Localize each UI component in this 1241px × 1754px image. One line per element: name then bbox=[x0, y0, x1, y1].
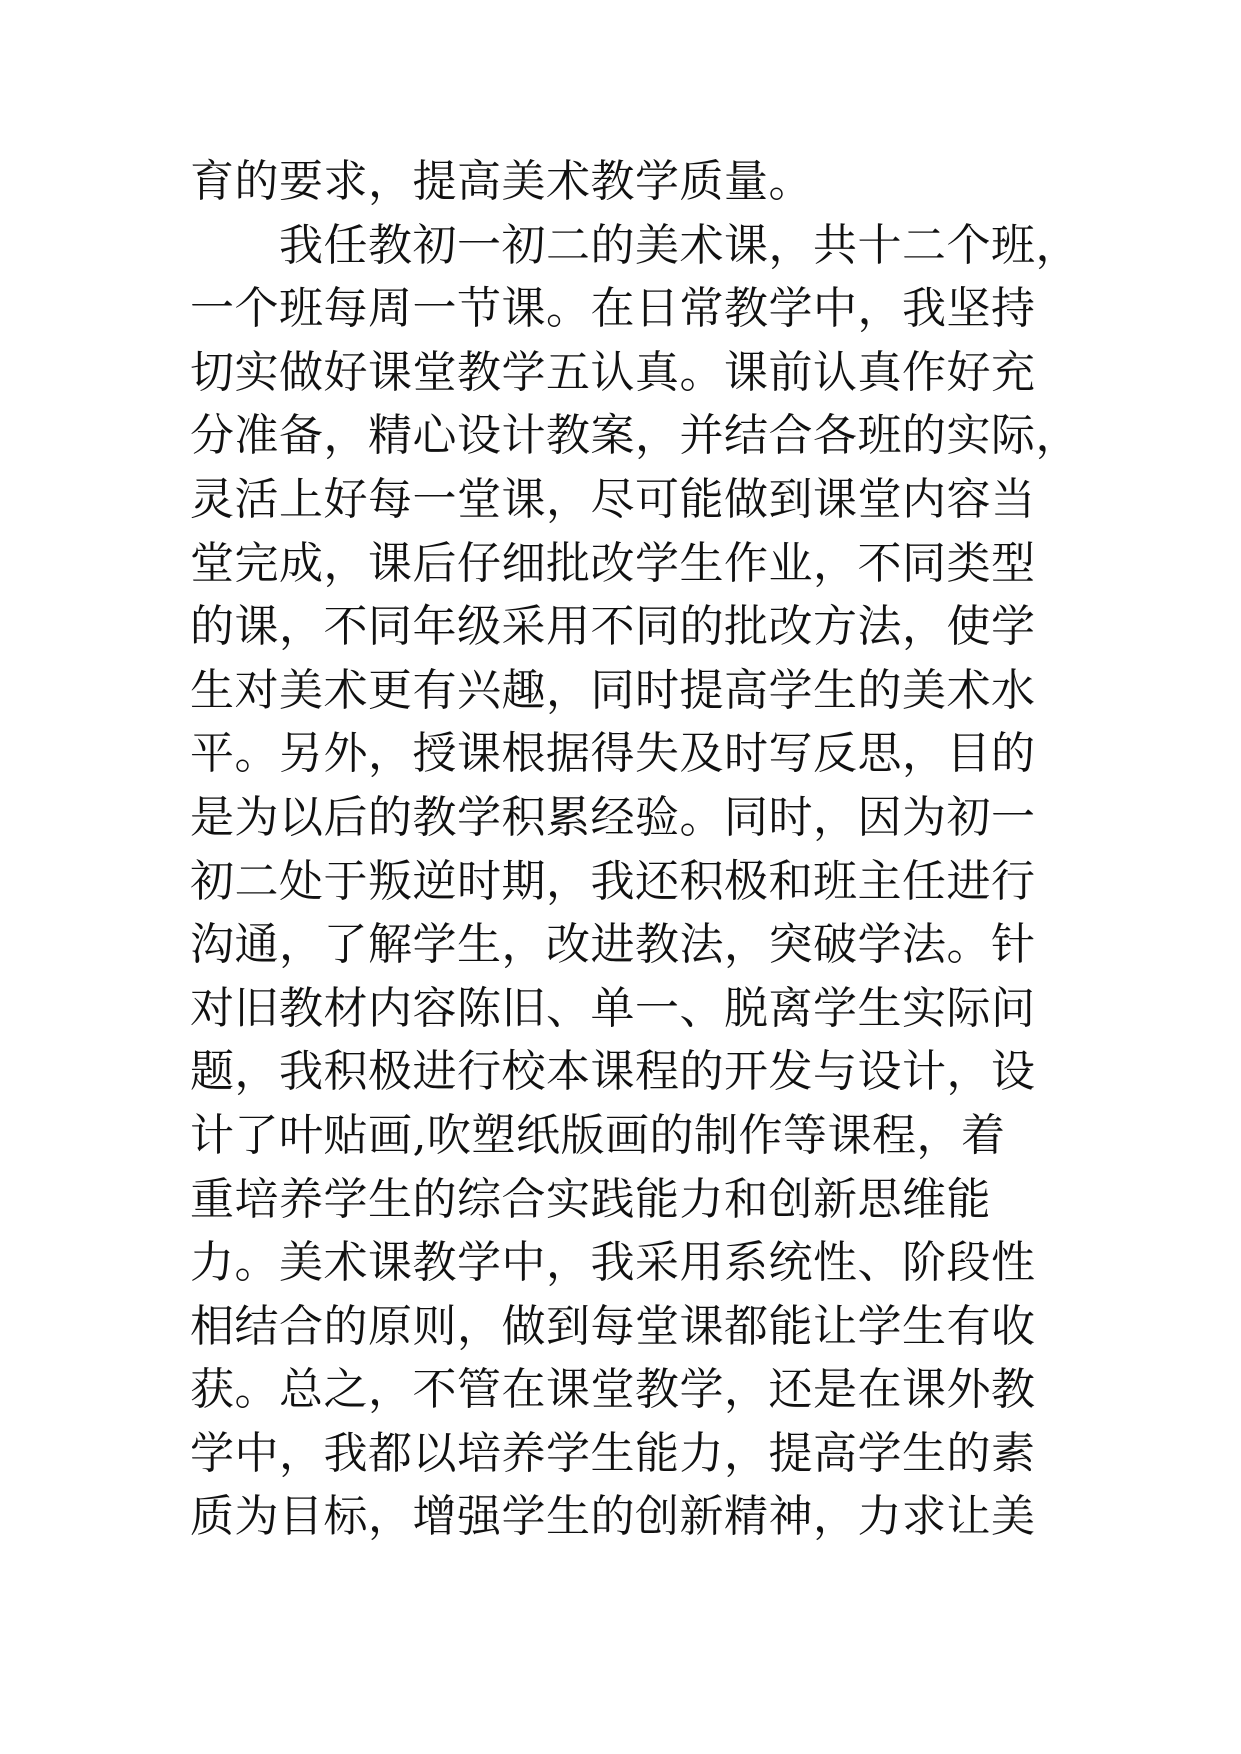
text-line: 获。总之，不管在课堂教学，还是在课外教 bbox=[190, 1364, 1036, 1416]
text-line: 学中，我都以培养学生能力，提高学生的素 bbox=[190, 1427, 1036, 1479]
text-line: 对旧教材内容陈旧、单一、脱离学生实际问 bbox=[190, 982, 1036, 1034]
text-line: 平。另外，授课根据得失及时写反思，目的 bbox=[190, 728, 1036, 780]
text-line: 重培养学生的综合实践能力和创新思维能 bbox=[190, 1173, 991, 1225]
text-line: 计了叶贴画,吹塑纸版画的制作等课程，着 bbox=[190, 1109, 1006, 1161]
text-line: 质为目标，增强学生的创新精神，力求让美 bbox=[190, 1491, 1036, 1543]
text-line: 是为以后的教学积累经验。同时，因为初一 bbox=[190, 791, 1036, 843]
text-line: 相结合的原则，做到每堂课都能让学生有收 bbox=[190, 1300, 1036, 1352]
text-line: 生对美术更有兴趣，同时提高学生的美术水 bbox=[190, 664, 1036, 716]
text-line: 一个班每周一节课。在日常教学中，我坚持 bbox=[190, 283, 1036, 335]
text-line: 育的要求，提高美术教学质量。 bbox=[190, 156, 813, 207]
text-line: 切实做好课堂教学五认真。课前认真作好充 bbox=[190, 346, 1036, 398]
text-line: 堂完成，课后仔细批改学生作业，不同类型 bbox=[190, 537, 1036, 589]
text-line: 灵活上好每一堂课，尽可能做到课堂内容当 bbox=[190, 473, 1036, 525]
text-line: 的课，不同年级采用不同的批改方法，使学 bbox=[190, 601, 1036, 653]
text-line: 题，我积极进行校本课程的开发与设计，设 bbox=[190, 1046, 1036, 1098]
text-line: 力。美术课教学中，我采用系统性、阶段性 bbox=[190, 1237, 1036, 1289]
text-line: 我任教初一初二的美术课，共十二个班， bbox=[190, 219, 1080, 271]
text-line: 沟通，了解学生，改进教法，突破学法。针 bbox=[190, 919, 1036, 971]
text-line: 分准备，精心设计教案，并结合各班的实际， bbox=[190, 410, 1080, 462]
body-text bbox=[190, 150, 1150, 1549]
text-line: 初二处于叛逆时期，我还积极和班主任进行 bbox=[190, 855, 1036, 907]
